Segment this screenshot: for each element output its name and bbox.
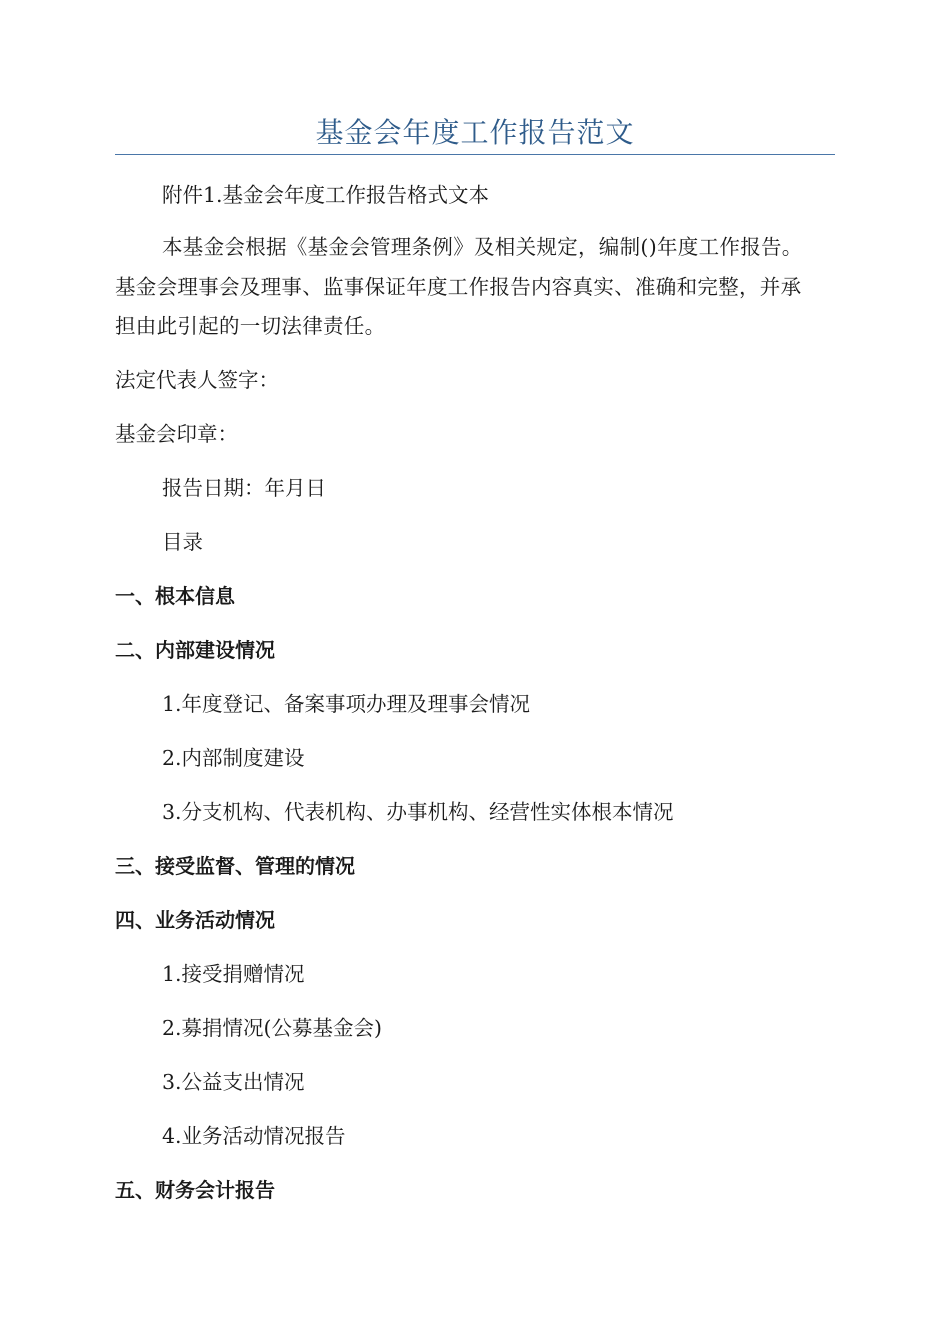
toc-item-2-1: 1.年度登记、备案事项办理及理事会情况	[162, 692, 531, 716]
toc-item-4-1: 1.接受捐赠情况	[162, 962, 305, 986]
intro-paragraph: 本基金会根据《基金会管理条例》及相关规定，编制()年度工作报告。基金会理事会及理事、监事保证年度工作报告内容真实、准确和完整，并承担由此引起的一切法律责任。	[115, 235, 803, 338]
toc-section-5: 五、财务会计报告	[115, 1178, 275, 1202]
toc-section-4: 四、业务活动情况	[115, 908, 275, 932]
toc-label: 目录	[162, 530, 203, 554]
toc-section-1: 一、根本信息	[115, 584, 235, 608]
attachment-heading: 附件1.基金会年度工作报告格式文本	[162, 183, 490, 207]
document-title: 基金会年度工作报告范文	[315, 116, 635, 149]
toc-item-2-3: 3.分支机构、代表机构、办事机构、经营性实体根本情况	[162, 800, 674, 824]
toc-item-4-2: 2.募捐情况(公募基金会)	[162, 1016, 383, 1040]
toc-section-2: 二、内部建设情况	[115, 638, 275, 662]
report-date-label: 报告日期：年月日	[162, 476, 326, 500]
toc-item-4-3: 3.公益支出情况	[162, 1070, 305, 1094]
toc-section-3: 三、接受监督、管理的情况	[115, 854, 355, 878]
toc-item-2-2: 2.内部制度建设	[162, 746, 305, 770]
title-underline	[115, 154, 835, 155]
foundation-seal-label: 基金会印章：	[115, 422, 238, 446]
toc-item-4-4: 4.业务活动情况报告	[162, 1124, 346, 1148]
document-page	[115, 0, 835, 1344]
legal-rep-signature-label: 法定代表人签字：	[115, 368, 279, 392]
